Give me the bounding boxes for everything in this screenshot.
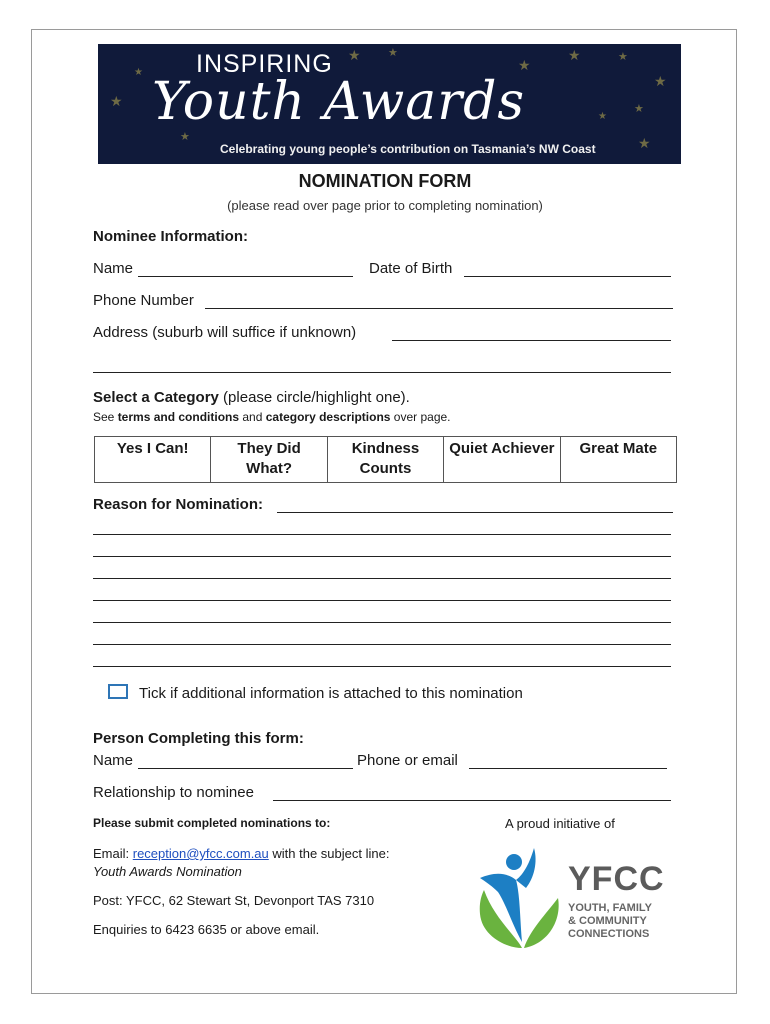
logo-tagline: YOUTH, FAMILY & COMMUNITY CONNECTIONS <box>568 902 652 940</box>
completer-contact-field[interactable] <box>469 768 667 769</box>
form-title: NOMINATION FORM <box>298 171 472 191</box>
star-icon: ★ <box>568 47 581 63</box>
star-icon: ★ <box>110 93 123 109</box>
yfcc-logo <box>476 840 676 952</box>
reason-field-line[interactable] <box>93 578 671 579</box>
star-icon: ★ <box>598 111 607 122</box>
star-icon: ★ <box>634 103 644 115</box>
category-option-kindness-counts[interactable]: Kindness Counts <box>327 437 443 483</box>
category-heading: Select a Category (please circle/highlight one). <box>93 389 410 406</box>
category-option-yes-i-can[interactable]: Yes I Can! <box>95 437 211 483</box>
category-table <box>94 436 677 483</box>
star-icon: ★ <box>654 73 667 89</box>
nominee-heading: Nominee Information: <box>93 228 249 245</box>
email-link[interactable]: reception@yfcc.com.au <box>132 846 269 861</box>
nominee-dob-label: Date of Birth <box>369 260 453 277</box>
star-icon: ★ <box>388 47 398 59</box>
category-option-great-mate[interactable]: Great Mate <box>560 437 676 483</box>
reason-field[interactable] <box>277 512 673 513</box>
completer-relationship-label: Relationship to nominee <box>93 784 254 801</box>
nominee-address-field[interactable] <box>392 340 671 341</box>
completer-contact-label: Phone or email <box>357 752 458 769</box>
nominee-address-field-line2[interactable] <box>93 372 671 373</box>
star-icon: ★ <box>134 67 143 78</box>
submit-enquiries: Enquiries to 6423 6635 or above email. <box>93 922 320 937</box>
completer-name-field[interactable] <box>138 768 353 769</box>
star-icon: ★ <box>518 57 531 73</box>
yfcc-figure-icon <box>476 840 566 952</box>
nominee-name-label: Name <box>93 260 134 277</box>
reason-field-line[interactable] <box>93 644 671 645</box>
category-note: See terms and conditions and category descriptions over page. <box>93 410 451 424</box>
attachment-checkbox-label: Tick if additional information is attached to this nomination <box>139 685 523 702</box>
banner-title: Youth Awards <box>152 72 526 132</box>
nominee-dob-field[interactable] <box>464 276 671 277</box>
reason-field-line[interactable] <box>93 622 671 623</box>
logo-name: YFCC <box>568 860 665 898</box>
reason-field-line[interactable] <box>93 556 671 557</box>
reason-field-line[interactable] <box>93 534 671 535</box>
reason-label: Reason for Nomination: <box>93 496 264 513</box>
star-icon: ★ <box>638 135 651 151</box>
form-subtitle: (please read over page prior to completing nomination) <box>227 198 543 213</box>
star-icon: ★ <box>618 51 628 63</box>
nominee-name-field[interactable] <box>138 276 353 277</box>
banner-heading: INSPIRING <box>196 50 333 78</box>
reason-field-line[interactable] <box>93 666 671 667</box>
reason-field-line[interactable] <box>93 600 671 601</box>
nominee-phone-field[interactable] <box>205 308 673 309</box>
category-option-quiet-achiever[interactable]: Quiet Achiever <box>444 437 560 483</box>
star-icon: ★ <box>180 131 190 143</box>
nominee-address-label: Address (suburb will suffice if unknown) <box>93 324 357 341</box>
submit-subject: Youth Awards Nomination <box>93 864 242 879</box>
completer-relationship-field[interactable] <box>273 800 671 801</box>
banner-tagline: Celebrating young people’s contribution on Tasmania’s NW Coast <box>220 142 596 156</box>
submit-heading: Please submit completed nominations to: <box>93 816 331 830</box>
completer-heading: Person Completing this form: <box>93 730 304 747</box>
completer-name-label: Name <box>93 752 134 769</box>
awards-banner <box>98 44 681 164</box>
attachment-checkbox[interactable] <box>108 684 128 699</box>
star-icon: ★ <box>348 47 361 63</box>
category-option-they-did-what[interactable]: They Did What? <box>211 437 327 483</box>
submit-post: Post: YFCC, 62 Stewart St, Devonport TAS 7310 <box>93 893 375 908</box>
submit-email-line: Email: reception@yfcc.com.au with the subject line: <box>93 846 390 861</box>
nominee-phone-label: Phone Number <box>93 292 194 309</box>
initiative-label: A proud initiative of <box>505 816 615 831</box>
